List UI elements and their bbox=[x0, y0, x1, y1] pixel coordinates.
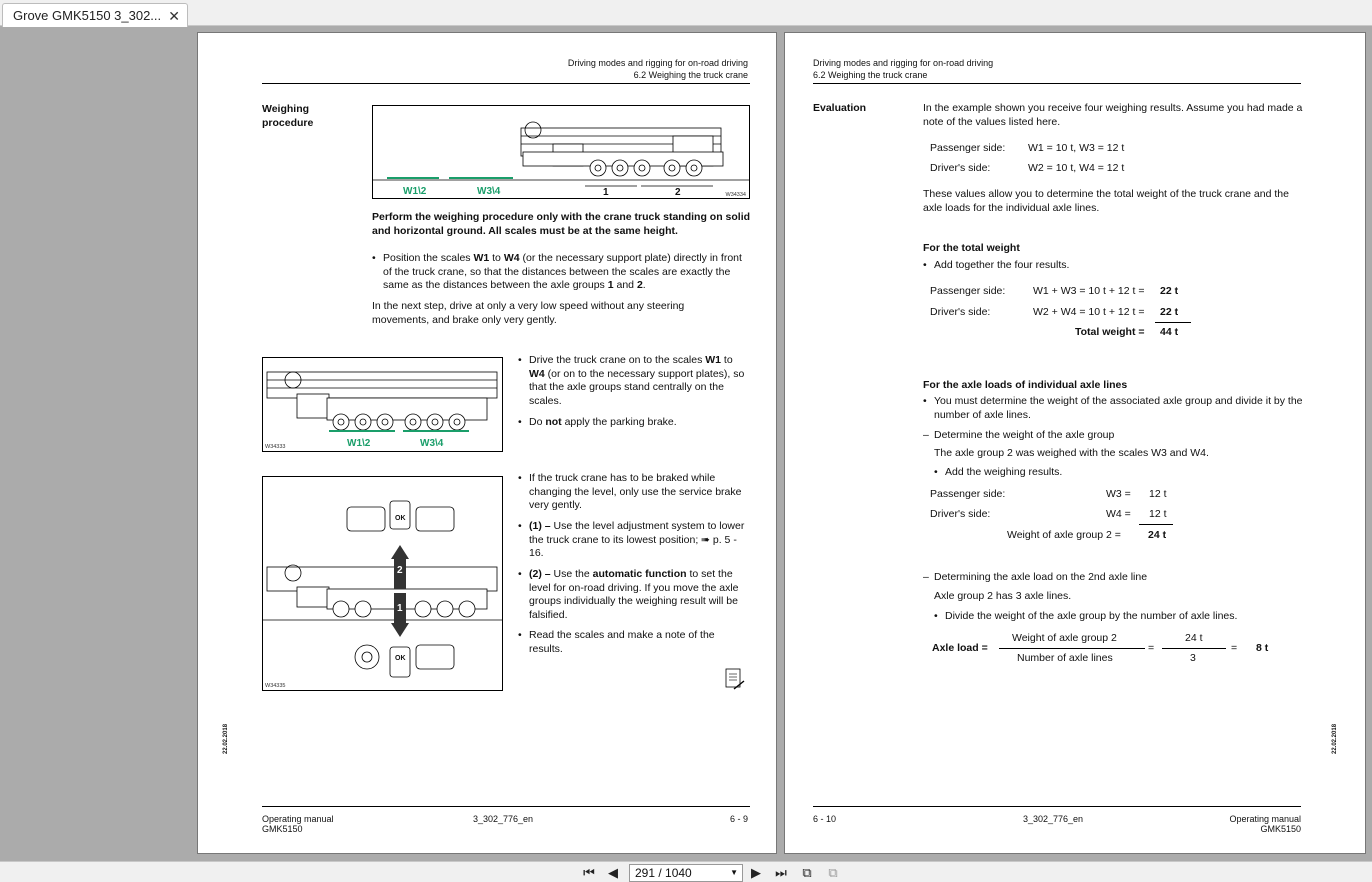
total-weight-result: 44 t bbox=[1160, 326, 1179, 338]
footer-doc-number: 3_302_776_en bbox=[1023, 814, 1084, 824]
group-driver-label: Driver's side: bbox=[930, 508, 991, 520]
group-sum-rule bbox=[1139, 524, 1173, 525]
next-step-text: In the next step, drive at only a very low speed without any steering movements, and brake only very gently. bbox=[372, 300, 685, 326]
ok-button-label-top: OK bbox=[395, 515, 406, 522]
total-weight-heading: For the total weight bbox=[923, 242, 1020, 254]
total-passenger-result: 22 t bbox=[1160, 285, 1179, 297]
last-page-icon[interactable]: ⏭ bbox=[775, 865, 787, 880]
footer-rule bbox=[813, 806, 1301, 807]
total-weight-label: Total weight = bbox=[1075, 326, 1145, 338]
side-heading: Weighing procedure bbox=[262, 103, 314, 129]
notepad-icon bbox=[724, 667, 746, 693]
warning-text: Perform the weighing procedure only with the crane truck standing on solid and horizontal ground. All scales must be at the same height. bbox=[372, 211, 751, 237]
intro-text: In the example shown you receive four weighing results. Assume you had made a note of the values listed here. bbox=[923, 102, 1303, 128]
header-rule bbox=[262, 83, 750, 84]
group-total-label: Weight of axle group 2 = bbox=[1007, 529, 1121, 541]
header-section: 6.2 Weighing the truck crane bbox=[813, 70, 928, 80]
next-page-icon[interactable]: ▶ bbox=[751, 865, 761, 880]
equals-1: = bbox=[1148, 642, 1155, 654]
axle-load-step: – Determining the axle load on the 2nd axle line bbox=[934, 571, 1147, 585]
navigation-toolbar bbox=[0, 861, 1372, 882]
go-forward-view-icon[interactable]: ⧉ bbox=[828, 865, 838, 880]
page-reference-link[interactable]: ➠ p. 5 - 16. bbox=[529, 533, 737, 559]
page-header bbox=[813, 57, 993, 81]
axle-group-2-label: 2 bbox=[675, 187, 681, 198]
chevron-down-icon[interactable]: ▼ bbox=[730, 868, 738, 877]
group-driver-equation: W4 = bbox=[1106, 508, 1131, 520]
bullet-position-scales: • Position the scales W1 to W4 (or the necessary support plate) directly in front of the truck crane, so that the distances between the scales are exactly the same as the distances between the axle groups 1 and 2. bbox=[383, 252, 751, 293]
bullet-parking-brake: • Do not apply the parking brake. bbox=[529, 416, 745, 430]
group-total-result: 24 t bbox=[1148, 529, 1167, 541]
footer-page-number: 6 - 9 bbox=[729, 814, 748, 824]
print-date: 22.02.2018 bbox=[223, 723, 229, 754]
bullet-level-adjustment: • (1) – Use the level adjustment system to lower the truck crane to its lowest position; ➠ p. 5 - 16. bbox=[529, 520, 749, 561]
page-left bbox=[197, 32, 777, 854]
footer-manual: Operating manual GMK5150 bbox=[262, 814, 334, 834]
page-number-input[interactable]: 291 / 1040 ▼ bbox=[629, 864, 743, 882]
group2-text: The axle group 2 was weighed with the scales W3 and W4. bbox=[934, 447, 1209, 459]
divide-bullet: • Divide the weight of the axle group by the number of axle lines. bbox=[945, 610, 1237, 624]
axle-loads-bullet: • You must determine the weight of the associated axle group and divide it by the number of axle lines. bbox=[934, 395, 1304, 422]
bullet-automatic-function: • (2) – Use the automatic function to set the level for on-road driving. If you move the axle groups individually the weighing result will be falsified. bbox=[529, 568, 749, 622]
scale-label-w34: W3\4 bbox=[477, 186, 501, 197]
bullet-read-scales: • Read the scales and make a note of the results. bbox=[529, 629, 745, 656]
close-icon[interactable]: ✕ bbox=[168, 8, 180, 24]
previous-page-icon[interactable]: ◀ bbox=[608, 865, 618, 880]
header-chapter: Driving modes and rigging for on-road driving bbox=[813, 58, 994, 68]
axle-load-result: 8 t bbox=[1256, 642, 1269, 654]
axle-load-label: Axle load = bbox=[932, 642, 988, 654]
page-right bbox=[784, 32, 1366, 854]
footer-page-number: 6 - 10 bbox=[813, 814, 837, 824]
document-tab[interactable] bbox=[2, 3, 188, 27]
bullet-brake-gently: • If the truck crane has to be braked while changing the level, only use the service brake very gently. bbox=[529, 472, 745, 513]
total-driver-label: Driver's side: bbox=[930, 306, 991, 318]
bullet-drive-on-scales: • Drive the truck crane on to the scales W1 to W4 (or on to the necessary support plates), so that the axle groups stand centrally on the scales. bbox=[529, 354, 745, 408]
fraction-numerator: Weight of axle group 2 bbox=[1012, 632, 1117, 644]
ok-button-label-bottom: OK bbox=[395, 655, 406, 662]
total-passenger-equation: W1 + W3 = 10 t + 12 t = bbox=[1033, 285, 1145, 297]
group-passenger-result: 12 t bbox=[1149, 488, 1167, 500]
fraction2-bar bbox=[1162, 648, 1226, 649]
header-chapter: Driving modes and rigging for on-road driving bbox=[567, 58, 748, 68]
footer-rule bbox=[262, 806, 750, 807]
crane-drawing bbox=[373, 106, 750, 199]
passenger-values: W1 = 10 t, W3 = 12 t bbox=[1028, 142, 1125, 154]
tab-bar bbox=[0, 0, 1372, 26]
group-passenger-label: Passenger side: bbox=[930, 488, 1006, 500]
fraction2-numerator: 24 t bbox=[1185, 632, 1203, 644]
crane-on-scales-drawing bbox=[263, 358, 503, 452]
print-date: 22.02.2018 bbox=[1332, 723, 1338, 754]
fraction-denominator: Number of axle lines bbox=[1017, 652, 1113, 664]
group-passenger-equation: W3 = bbox=[1106, 488, 1131, 500]
level-adjustment-drawing bbox=[263, 477, 503, 691]
total-passenger-label: Passenger side: bbox=[930, 285, 1006, 297]
figure-id: W34333 bbox=[265, 444, 286, 450]
figure-id: W34334 bbox=[725, 192, 746, 198]
figure-crane-on-scales bbox=[262, 357, 503, 452]
sum-rule bbox=[1155, 322, 1191, 323]
tab-title: Grove GMK5150 3_302... bbox=[13, 8, 162, 23]
first-page-icon[interactable]: ⏮ bbox=[583, 865, 595, 880]
figure-crane-before-scales bbox=[372, 105, 750, 199]
determine-group-step: – Determine the weight of the axle group bbox=[934, 429, 1114, 443]
add-weighing-bullet: • Add the weighing results. bbox=[945, 466, 1062, 480]
side-heading: Evaluation bbox=[813, 102, 867, 114]
scale-label-w12: W1\2 bbox=[403, 186, 427, 197]
axle-group-1-label: 1 bbox=[603, 187, 609, 198]
group-driver-result: 12 t bbox=[1149, 508, 1167, 520]
add-results-bullet: • Add together the four results. bbox=[934, 259, 1069, 273]
scale-label-w34: W3\4 bbox=[420, 438, 444, 449]
driver-label: Driver's side: bbox=[930, 162, 991, 174]
page-header bbox=[568, 57, 748, 81]
footer-manual: Operating manual GMK5150 bbox=[1229, 814, 1301, 834]
scale-label-w12: W1\2 bbox=[347, 438, 371, 449]
arrow-label-1: 1 bbox=[397, 603, 403, 614]
equals-2: = bbox=[1231, 642, 1238, 654]
total-driver-equation: W2 + W4 = 10 t + 12 t = bbox=[1033, 306, 1145, 318]
figure-id: W34335 bbox=[265, 683, 286, 689]
values-explanation: These values allow you to determine the total weight of the truck crane and the axle loads for the individual axle lines. bbox=[923, 188, 1289, 214]
figure-level-adjustment bbox=[262, 476, 503, 691]
go-back-view-icon[interactable]: ⧉ bbox=[802, 865, 812, 880]
header-rule bbox=[813, 83, 1301, 84]
driver-values: W2 = 10 t, W4 = 12 t bbox=[1028, 162, 1125, 174]
fraction2-denominator: 3 bbox=[1190, 652, 1196, 664]
header-section: 6.2 Weighing the truck crane bbox=[633, 70, 748, 80]
arrow-label-2: 2 bbox=[397, 565, 403, 576]
axle-lines-text: Axle group 2 has 3 axle lines. bbox=[934, 590, 1072, 602]
axle-loads-heading: For the axle loads of individual axle lines bbox=[923, 379, 1128, 391]
footer-doc-number: 3_302_776_en bbox=[473, 814, 534, 824]
fraction-bar bbox=[999, 648, 1145, 649]
passenger-label: Passenger side: bbox=[930, 142, 1006, 154]
total-driver-result: 22 t bbox=[1160, 306, 1179, 318]
